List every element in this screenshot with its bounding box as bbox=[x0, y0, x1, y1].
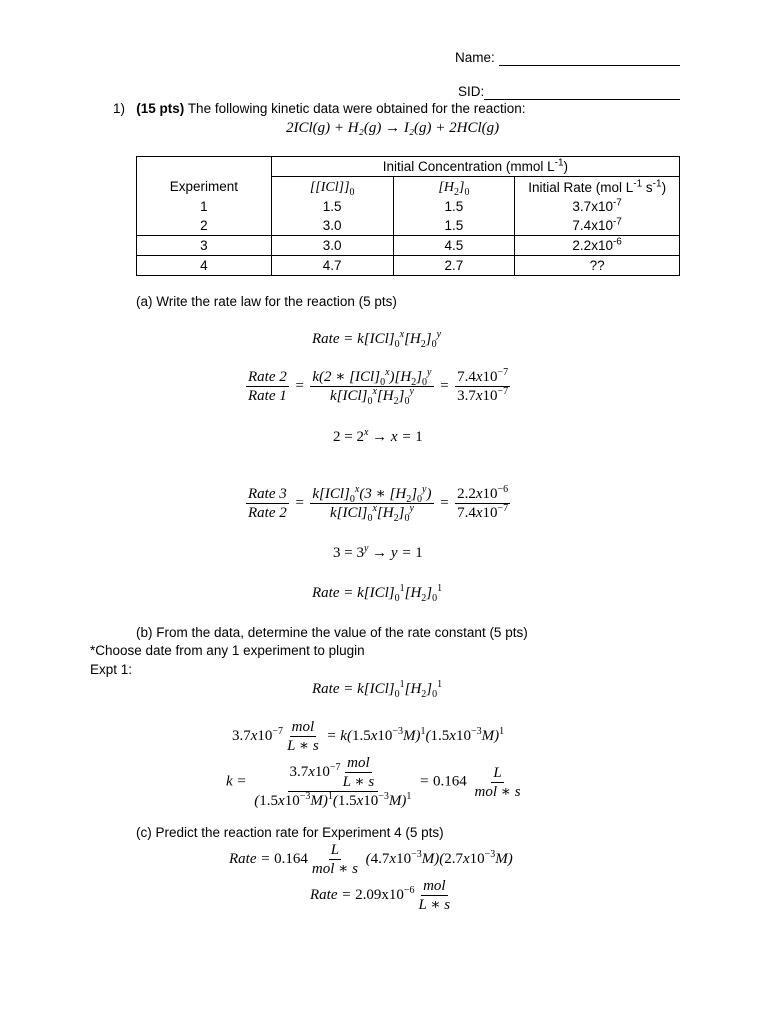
name-label: Name: bbox=[455, 50, 495, 65]
kinetics-table bbox=[136, 156, 680, 276]
header-icl: $[[ICl]]_0$ bbox=[271, 177, 393, 198]
part-b-expt: Expt 1: bbox=[90, 662, 133, 677]
sid-blank-line[interactable] bbox=[484, 84, 680, 100]
part-b-label: (b) From the data, determine the value of the rate constant (5 pts) bbox=[136, 625, 528, 640]
question-points: (15 pts) bbox=[136, 101, 185, 116]
header-h2: $[H_2]_0$ bbox=[393, 177, 515, 198]
rate-expt4-result: Rate = $2.09x10^{-6}$ $\frac{\text{mol}}{L ∗ s}$ bbox=[310, 878, 451, 913]
part-a-label: (a) Write the rate law for the reaction (5 pts) bbox=[136, 294, 397, 309]
part-c-label: (c) Predict the reaction rate for Experiment 4 (5 pts) bbox=[136, 825, 444, 840]
question-text: The following kinetic data were obtained for the reaction: bbox=[187, 101, 526, 116]
table-row: 3 3.0 4.5 $2.2x10^{-6}$ bbox=[137, 236, 680, 256]
header-initial-rate: Initial Rate (mol $L^{-1}$ $s^{-1}$) bbox=[515, 177, 680, 198]
name-blank-line[interactable] bbox=[499, 50, 680, 66]
table-header-row bbox=[137, 177, 680, 198]
table-row: 1 1.5 1.5 $3.7x10^{-7}$ bbox=[137, 197, 680, 216]
substitution-b: $3.7x10^{-7}$ $\frac{\text{mol}}{L ∗ s}$ = $k(1.5x10^{-3}M)^1(1.5x10^{-3}M)^1$ bbox=[232, 719, 505, 754]
k-solution: k = $3.7x10^{-7}$ $\frac{\text{mol}}{L ∗ s}$ $(1.5x10^{-3}M)^1(1.5x10^{-3}M)^1$ = 0.164 $\frac{L}{\text{mol ∗ s}}$ bbox=[226, 755, 521, 809]
solve-y: $3 = 3^y \to y = 1$ bbox=[333, 543, 423, 561]
question-prompt bbox=[113, 101, 526, 116]
rate-expt4-substitution: Rate = 0.164 $\frac{L}{\text{mol ∗ s}}$ $(4.7x10^{-3}M)(2.7x10^{-3}M)$ bbox=[229, 842, 513, 877]
rate-law-general: Rate = $k[ICl]_0^x[H_2]_0^y$ bbox=[312, 329, 442, 350]
rate-law-final: Rate = $k[ICl]_0^1[H_2]_0^1$ bbox=[312, 583, 443, 604]
table-blank-cell bbox=[137, 157, 272, 177]
sid-label: SID: bbox=[458, 84, 485, 99]
part-b-note: *Choose date from any 1 experiment to plugin bbox=[90, 643, 365, 658]
rate-law-b: Rate = $k[ICl]_0^1[H_2]_0^1$ bbox=[312, 679, 443, 700]
solve-x: $2 = 2^x \to x = 1$ bbox=[333, 427, 423, 445]
header-experiment: Experiment bbox=[137, 177, 272, 198]
question-number: 1) bbox=[113, 101, 126, 116]
table-group-header: Initial Concentration (mmol $L^{-1}$) bbox=[271, 157, 679, 177]
ratio-rate3-rate2: $\frac{\text{Rate 3}}{\text{Rate 2}}$ = $\frac{k[ICl]_0^x(3 ∗ [H_2]_0^y)}{k[ICl]_0^x[H_2]_0^y}$ = $\frac{2.2x10^{-6}}{7.4x10^{-7}}$ bbox=[248, 484, 509, 524]
table-row: 4 4.7 2.7 ?? bbox=[137, 256, 680, 276]
ratio-rate2-rate1: $\frac{\text{Rate 2}}{\text{Rate 1}}$ = $\frac{k(2 ∗ [ICl]_0^x)[H_2]_0^y}{k[ICl]_0^x[H_2]_0^y}$ = $\frac{7.4x10^{-7}}{3.7x10^{-7}}$ bbox=[248, 367, 509, 407]
table-row: 2 3.0 1.5 $7.4x10^{-7}$ bbox=[137, 216, 680, 236]
reaction-equation: 2ICl(g) + H₂(g) → I₂(g) + 2HCl(g) bbox=[286, 120, 500, 136]
